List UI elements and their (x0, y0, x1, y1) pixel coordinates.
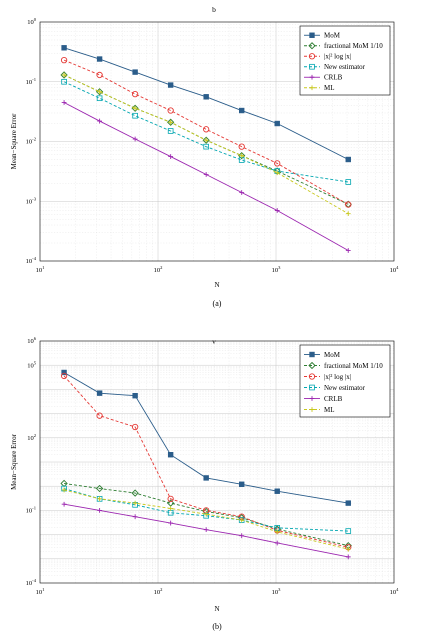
data-point (275, 170, 280, 175)
y-tick-label: $10^{-1}$ (25, 76, 36, 86)
legend-label: New estimator (324, 63, 366, 72)
data-point (133, 70, 138, 75)
data-point (97, 57, 102, 62)
data-point (168, 83, 173, 88)
chart-b-ylabel: Mean−Square Error (10, 434, 18, 490)
data-point (239, 108, 244, 113)
y-tick-label: $10^{-4}$ (25, 256, 36, 266)
data-point (346, 501, 351, 506)
data-point (133, 393, 138, 398)
y-tick-label: $10^6$ (27, 336, 36, 346)
series-crlb (62, 100, 351, 253)
x-tick-label: $10^2$ (153, 587, 163, 596)
data-point (168, 452, 173, 457)
chart-b-legend (300, 345, 390, 417)
x-tick-label: $10^4$ (389, 265, 399, 274)
chart-b-title: v (212, 337, 216, 346)
y-tick-label: $10^{-1}$ (25, 505, 36, 515)
data-point (62, 45, 67, 50)
data-point (204, 527, 209, 532)
data-point (239, 533, 244, 538)
chart-a-title: b (212, 5, 216, 14)
chart-a-legend (300, 26, 390, 95)
x-tick-label: $10^1$ (35, 265, 45, 274)
legend-label: fractional MoM 1/10 (324, 361, 383, 370)
y-tick-label: $10^2$ (27, 433, 36, 442)
chart-a-caption: (a) (212, 299, 222, 308)
data-point (275, 541, 280, 546)
legend-label: MoM (324, 350, 340, 359)
chart-b-caption: (b) (212, 622, 222, 631)
data-point (133, 137, 138, 142)
y-tick-label: $10^{-2}$ (25, 136, 36, 146)
data-point (133, 113, 138, 118)
x-tick-label: $10^1$ (35, 587, 45, 596)
data-point (275, 489, 280, 494)
data-point (204, 172, 209, 177)
chart-a-xlabel: N (214, 281, 220, 289)
y-tick-label: $10^5$ (27, 360, 36, 370)
legend-marker (310, 33, 315, 38)
legend-label: CRLB (324, 73, 343, 82)
data-point (132, 91, 137, 96)
x-tick-label: $10^3$ (271, 587, 281, 596)
legend-label: CRLB (324, 394, 343, 403)
data-point (239, 190, 244, 195)
legend-label: ML (324, 405, 335, 414)
y-tick-label: $10^{-4}$ (25, 578, 36, 588)
data-point (62, 100, 67, 105)
data-point (62, 502, 67, 507)
y-tick-label: $10^0$ (27, 17, 36, 27)
data-point (239, 482, 244, 487)
chart-panel-b (0, 317, 424, 634)
data-point (275, 121, 280, 126)
data-point (346, 248, 351, 253)
chart-b-xlabel: N (214, 605, 220, 613)
series-new-estimator (62, 486, 351, 533)
chart-b-svg (0, 317, 424, 634)
data-point (133, 514, 138, 519)
data-point (97, 391, 102, 396)
legend-label: fractional MoM 1/10 (324, 42, 383, 51)
legend-marker (310, 352, 315, 357)
data-point (275, 208, 280, 213)
legend-label: ML (324, 84, 335, 93)
data-point (204, 94, 209, 99)
data-point (168, 521, 173, 526)
legend-label: MoM (324, 31, 340, 40)
data-point (346, 157, 351, 162)
x-tick-label: $10^3$ (271, 265, 281, 274)
legend-label: |x|² log |x| (324, 52, 352, 61)
data-point (203, 127, 208, 132)
data-point (97, 508, 102, 513)
data-point (204, 476, 209, 481)
data-point (346, 211, 351, 216)
chart-a-ylabel: Mean−Square Error (10, 113, 18, 170)
x-tick-label: $10^2$ (153, 265, 163, 274)
legend-label: New estimator (324, 383, 366, 392)
x-tick-label: $10^4$ (389, 587, 399, 596)
legend-label: |x|² log |x| (324, 372, 352, 381)
series-line (64, 489, 348, 532)
data-point (97, 119, 102, 124)
y-tick-label: $10^{-3}$ (25, 196, 36, 206)
data-point (97, 496, 102, 501)
data-point (346, 202, 351, 207)
data-point (97, 72, 102, 77)
